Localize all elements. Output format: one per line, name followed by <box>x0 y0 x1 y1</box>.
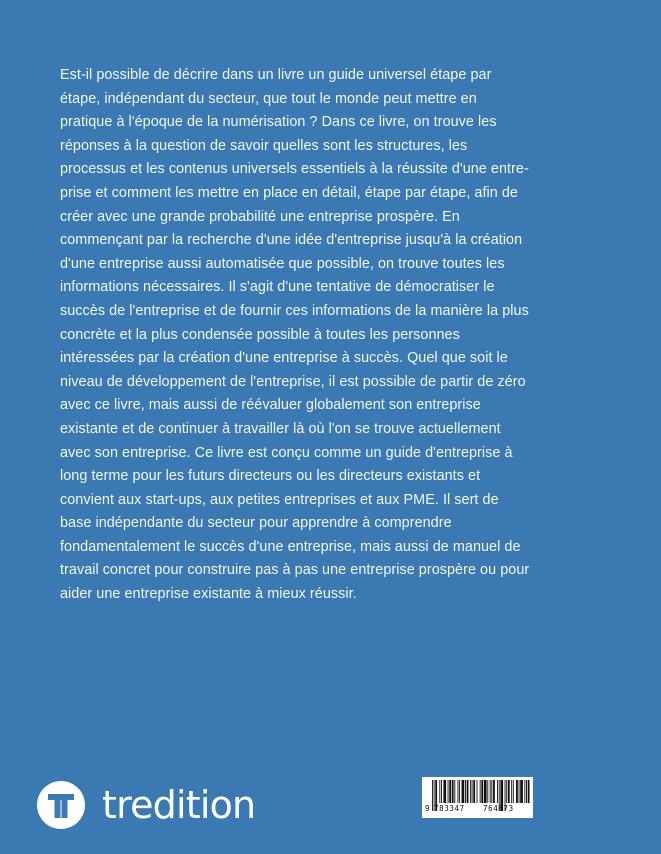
barcode-bar <box>508 780 510 803</box>
barcode-bar <box>528 780 530 803</box>
barcode-bar <box>511 780 512 803</box>
barcode-bar <box>487 780 488 803</box>
barcode-bar <box>477 780 478 803</box>
barcode-bar <box>448 780 449 803</box>
publisher-logo <box>36 779 255 831</box>
tredition-t-logo-icon <box>36 780 86 830</box>
barcode-bar <box>497 780 498 803</box>
publisher-name: tredition <box>102 783 256 827</box>
barcode-bar <box>513 780 514 803</box>
barcode-left-digits: 783347 <box>434 804 465 813</box>
barcode-bar <box>454 780 455 803</box>
barcode-bar <box>472 780 473 803</box>
barcode-bar <box>519 780 520 803</box>
barcode-bar <box>524 780 525 803</box>
barcode-bar <box>526 780 527 803</box>
barcode-bar <box>449 780 451 803</box>
barcode-bar <box>470 780 471 803</box>
barcode-right-digits: 764873 <box>483 804 514 813</box>
barcode-bar <box>467 780 469 803</box>
barcode-bar <box>484 780 487 803</box>
barcode-bar <box>473 780 475 803</box>
barcode-bar <box>520 780 523 803</box>
barcode-bar <box>481 780 483 803</box>
barcode-bar <box>443 780 446 803</box>
barcode-bar <box>480 780 481 803</box>
barcode-bar <box>516 780 518 803</box>
barcode-bar <box>439 780 440 803</box>
barcode-bar <box>432 780 433 811</box>
barcode-lead-digit: 9 <box>425 804 430 813</box>
barcode-bar <box>458 780 459 803</box>
barcode-bar <box>441 780 442 803</box>
barcode-bar <box>465 780 466 803</box>
barcode-bar <box>493 780 495 803</box>
barcode-bar <box>506 780 507 803</box>
barcode-bar <box>459 780 460 803</box>
isbn-barcode <box>422 777 533 818</box>
barcode-bar <box>490 780 491 803</box>
back-cover-blurb: Est-il possible de décrire dans un livre un guide universel étape par étape, indépendant du secteur, que tout le monde peut mettre en pratique à l'époque de la numérisation ? Dans ce livre, on trouve les réponses à la question de savoir quelles sont les structures, les processus et les contenus universels essentiels à la réussite d'une entre- prise et comment les mettre en place en détail, étape par étape, afin de créer avec une grande probabilité une entreprise prospère. En commençant par la recherche d'une idée d'entreprise jusqu'à la création d'une entreprise aussi automatisée que possible, on trouve toutes les informations nécessaires. Il s'agit d'une tentative de démocratiser le succès de l'entreprise et de fournir ces informations de la manière la plus concrète et la plus condensée possible à toutes les personnes intéressées par la création d'une entreprise à succès. Quel que soit le niveau de développement de l'entreprise, il est possible de partir de zéro avec ce livre, mais aussi de réévaluer globalement son entreprise existante et de continuer à travailler là où l'on se trouve actuellement avec son entreprise. Ce livre est conçu comme un guide d'entreprise à long terme pour les futurs directeurs ou les directeurs existants et convient aux start-ups, aux petites entreprises et aux PME. Il sert de base indépendante du secteur pour apprendre à comprendre fondamentalement le succès d'une entreprise, mais aussi de manuel de travail concret pour construire pas à pas une entreprise prospère ou pour aider une entreprise existante à mieux réussir. <box>60 67 530 603</box>
barcode-bar <box>452 780 454 803</box>
barcode-bar <box>462 780 465 803</box>
barcode-bar <box>491 780 492 803</box>
